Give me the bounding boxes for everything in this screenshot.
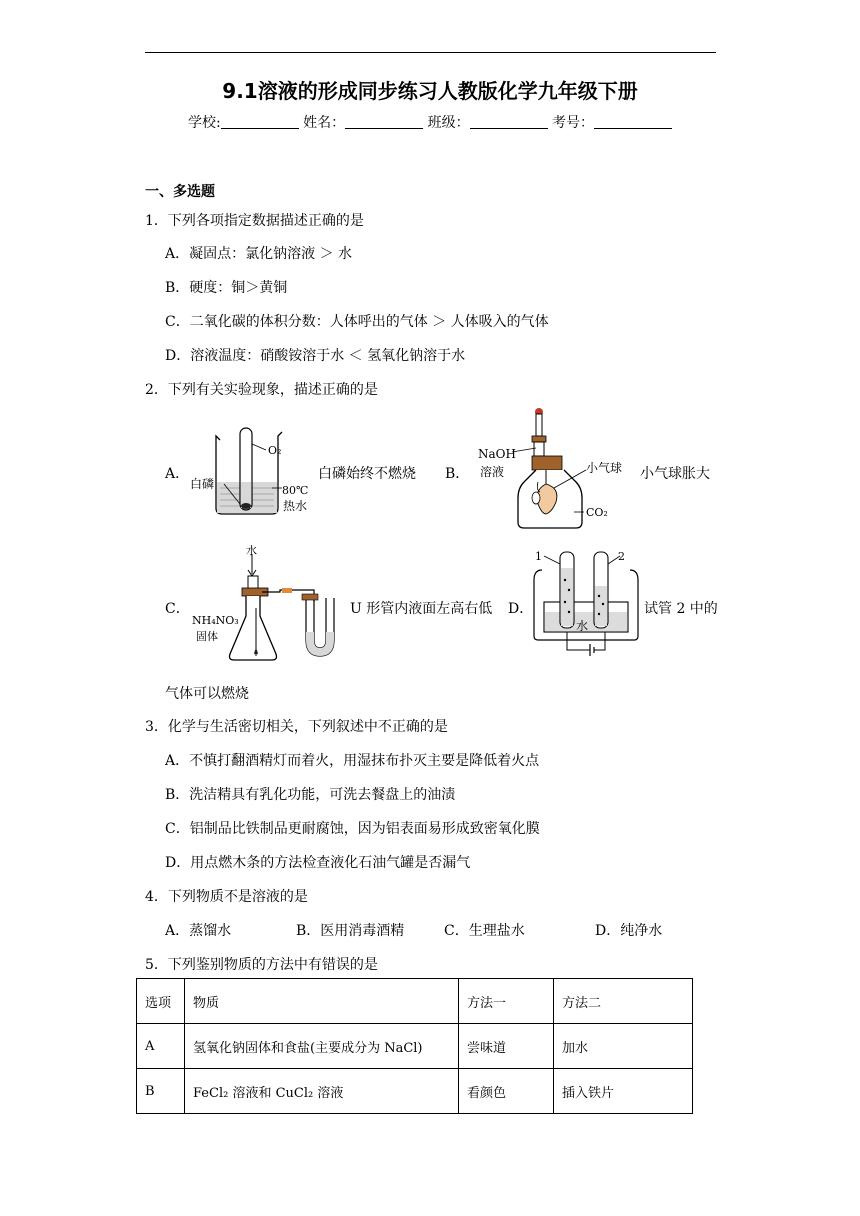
water-electrolysis-diagram <box>530 546 642 662</box>
class-blank[interactable] <box>470 114 548 129</box>
school-blank[interactable] <box>221 114 299 129</box>
table-cell: A <box>137 1024 185 1069</box>
table-cell: 尝味道 <box>459 1024 554 1069</box>
exam-number-blank[interactable] <box>594 114 672 129</box>
header-rule <box>145 52 716 53</box>
name-label: 姓名： <box>303 115 346 131</box>
table-cell: B <box>137 1069 185 1114</box>
nh4no3-label: NH₄NO₃ <box>192 614 239 627</box>
table-cell: 看颜色 <box>459 1069 554 1114</box>
q4-option-b[interactable]: B．医用消毒酒精 <box>296 923 405 939</box>
q5-stem: 5．下列鉴别物质的方法中有错误的是 <box>145 957 378 973</box>
q4-option-d[interactable]: D．纯净水 <box>595 923 663 939</box>
hot-water-label: 热水 <box>283 499 308 513</box>
page-title: 9.1溶液的形成同步练习人教版化学九年级下册 <box>222 79 638 103</box>
q3-stem: 3．化学与生活密切相关，下列叙述中不正确的是 <box>145 719 448 735</box>
q4-option-a[interactable]: A．蒸馏水 <box>165 923 232 939</box>
q1-option-d[interactable]: D．溶液温度：硝酸铵溶于水 ＜ 氢氧化钠溶于水 <box>165 348 466 364</box>
q2-option-a-letter[interactable]: A． <box>165 466 190 482</box>
q2-option-b-text[interactable]: 小气球胀大 <box>640 466 710 482</box>
q4-option-c[interactable]: C．生理盐水 <box>444 923 525 939</box>
school-label: 学校: <box>187 115 221 131</box>
q3-option-b[interactable]: B．洗洁精具有乳化功能，可洗去餐盘上的油渍 <box>165 787 456 803</box>
q2-option-d-continuation[interactable]: 气体可以燃烧 <box>165 686 249 702</box>
q2-option-d-letter[interactable]: D． <box>508 601 534 617</box>
table-cell: FeCl₂ 溶液和 CuCl₂ 溶液 <box>185 1069 459 1114</box>
student-info-line <box>0 112 860 132</box>
exam-number-label: 考号： <box>552 115 595 131</box>
q1-stem: 1．下列各项指定数据描述正确的是 <box>145 213 364 229</box>
q1-option-c[interactable]: C．二氧化碳的体积分数：人体呼出的气体 ＞ 人体吸入的气体 <box>165 314 549 330</box>
q2-stem: 2．下列有关实验现象，描述正确的是 <box>145 382 378 398</box>
table-header-cell: 物质 <box>185 979 459 1024</box>
table-row <box>137 1069 693 1114</box>
white-phosphorus-label: 白磷 <box>190 477 215 491</box>
table-header-cell: 方法一 <box>459 979 554 1024</box>
water-label: 水 <box>246 544 257 557</box>
class-label: 班级： <box>427 115 470 131</box>
table-cell: 加水 <box>554 1024 693 1069</box>
q2-option-d-text[interactable]: 试管 2 中的 <box>644 601 718 617</box>
q2-option-a-text[interactable]: 白磷始终不燃烧 <box>318 466 416 482</box>
q1-option-a[interactable]: A．凝固点：氯化钠溶液 ＞ 水 <box>165 246 353 262</box>
electrolysis-water-label: 水 <box>576 619 589 633</box>
naoh-label: NaOH <box>478 447 516 461</box>
table-row <box>137 1024 693 1069</box>
table-header-row <box>137 979 693 1024</box>
nh4no3-utube-diagram <box>190 544 350 666</box>
q4-stem: 4．下列物质不是溶液的是 <box>145 889 308 905</box>
temperature-label: 80℃ <box>282 484 309 497</box>
q1-option-b[interactable]: B．硬度：铜＞黄铜 <box>165 280 288 296</box>
q2-option-c-letter[interactable]: C． <box>165 601 190 617</box>
table-cell: 插入铁片 <box>554 1069 693 1114</box>
naoh-co2-balloon-diagram <box>474 408 636 532</box>
solution-label: 溶液 <box>480 465 505 479</box>
white-phosphorus-hot-water-diagram <box>186 422 316 522</box>
q5-table <box>136 978 693 1114</box>
q2-option-c-text[interactable]: U 形管内液面左高右低 <box>350 601 493 617</box>
tube-2-label: 2 <box>618 550 625 563</box>
table-header-cell: 选项 <box>137 979 185 1024</box>
q3-option-a[interactable]: A．不慎打翻酒精灯而着火，用湿抹布扑灭主要是降低着火点 <box>165 753 540 769</box>
o2-label: O₂ <box>268 444 282 457</box>
section-title: 一、多选题 <box>145 184 215 200</box>
tube-1-label: 1 <box>535 550 542 563</box>
q3-option-d[interactable]: D．用点燃木条的方法检查液化石油气罐是否漏气 <box>165 855 471 871</box>
co2-label: CO₂ <box>586 506 608 519</box>
table-header-cell: 方法二 <box>554 979 693 1024</box>
solid-label: 固体 <box>196 630 218 643</box>
balloon-label: 小气球 <box>586 461 623 475</box>
name-blank[interactable] <box>345 114 423 129</box>
q2-option-b-letter[interactable]: B． <box>445 466 470 482</box>
table-cell: 氢氧化钠固体和食盐(主要成分为 NaCl) <box>185 1024 459 1069</box>
q3-option-c[interactable]: C．铝制品比铁制品更耐腐蚀，因为铝表面易形成致密氧化膜 <box>165 821 540 837</box>
